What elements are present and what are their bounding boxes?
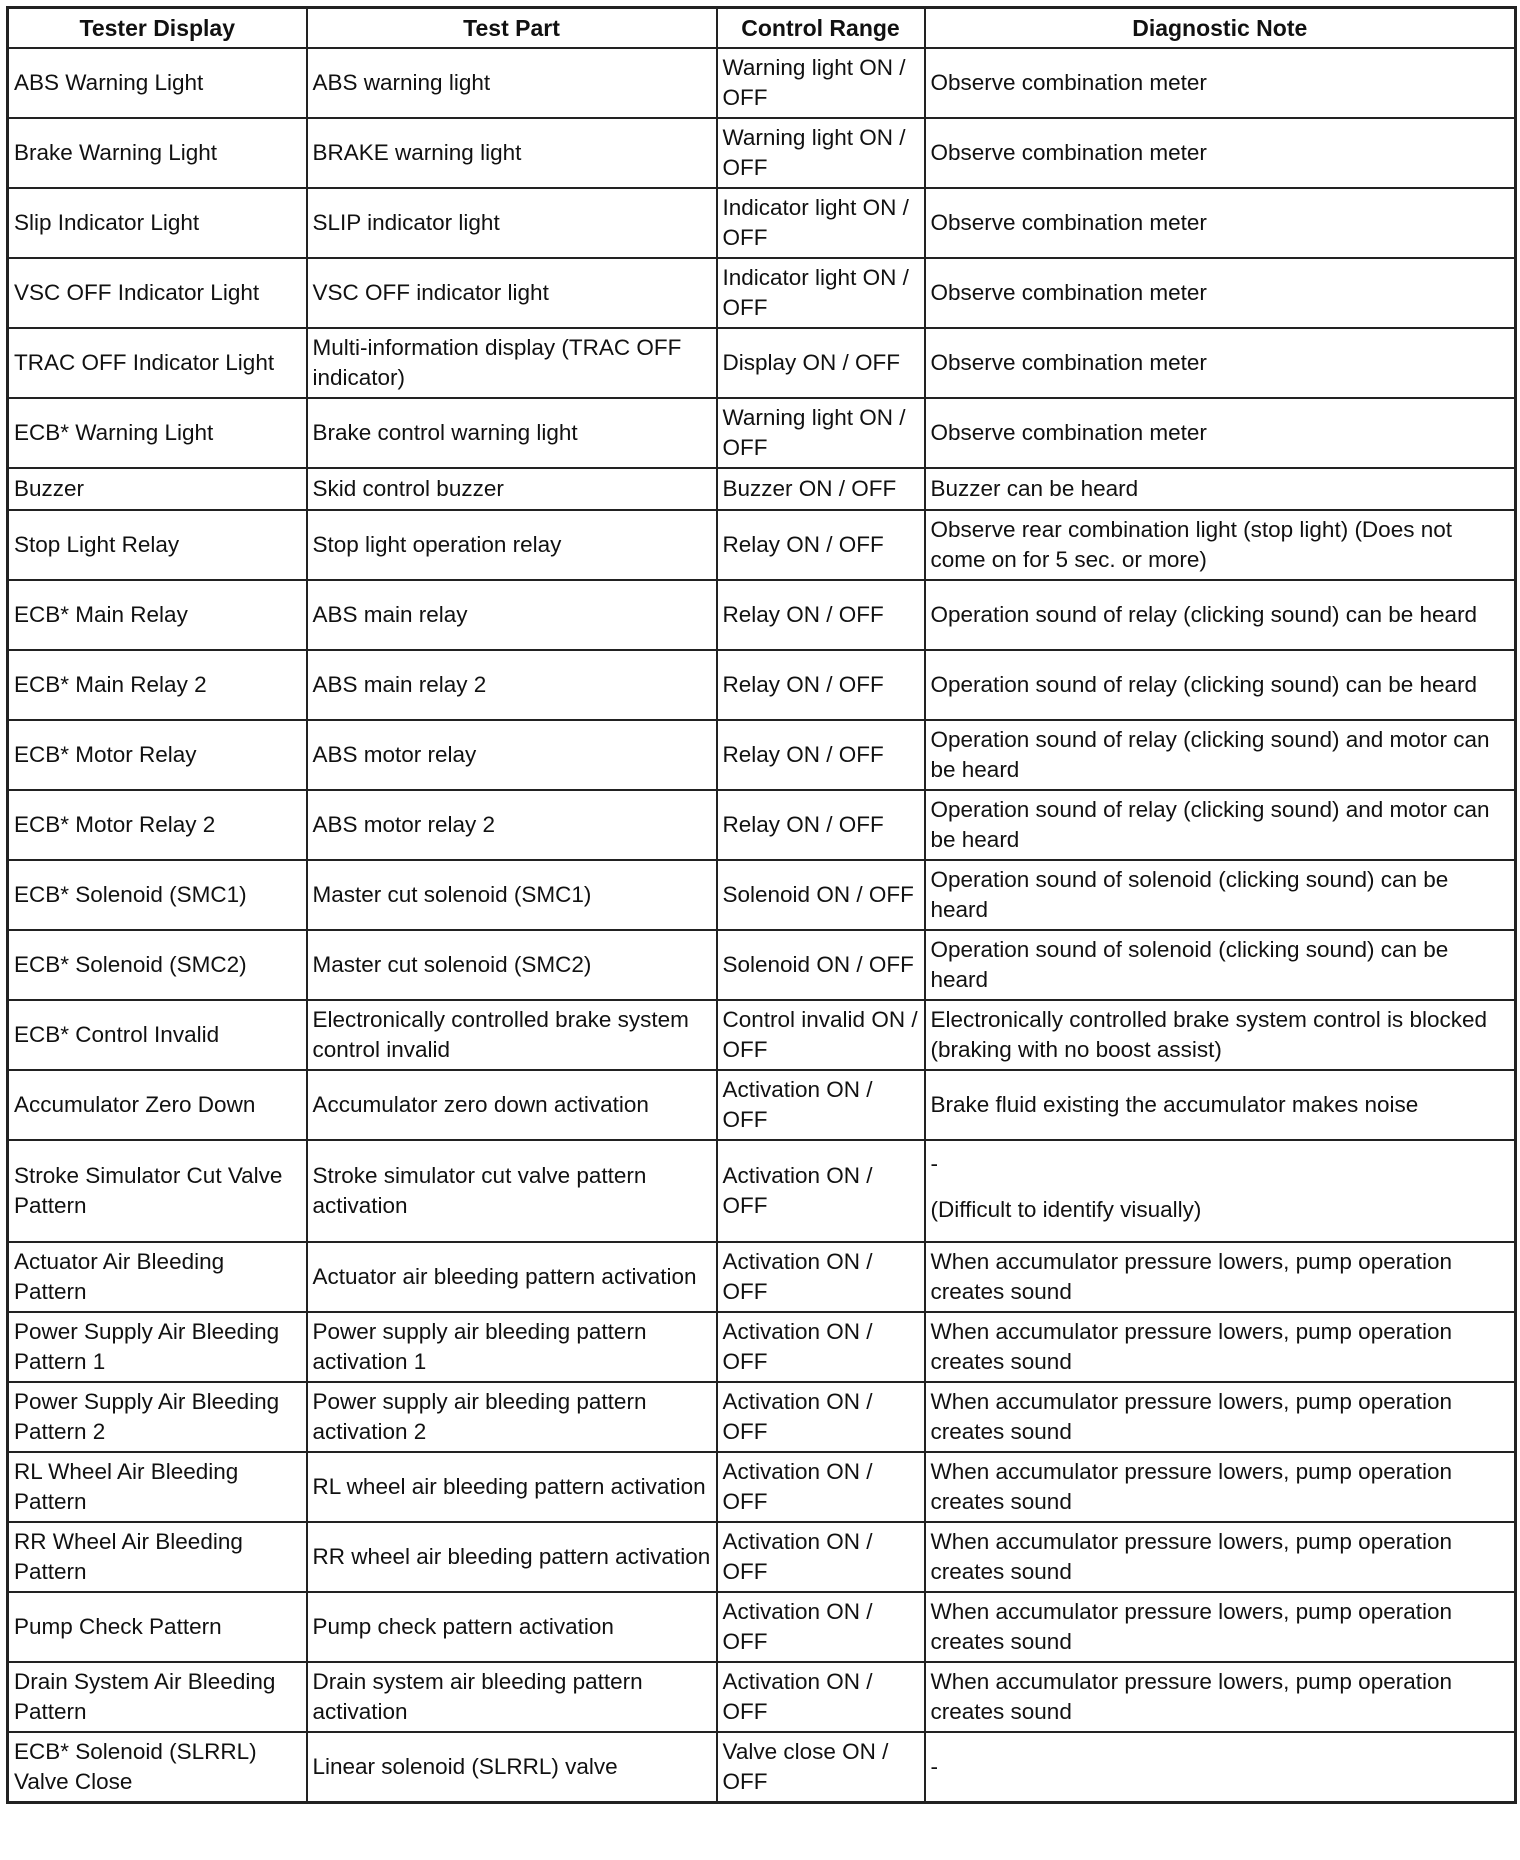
table-row xyxy=(8,650,1516,720)
cell-diagnostic-note: When accumulator pressure lowers, pump operation creates sound xyxy=(925,1242,1516,1312)
cell-test-part: Master cut solenoid (SMC1) xyxy=(307,860,717,930)
table-row xyxy=(8,398,1516,468)
cell-control-range: Relay ON / OFF xyxy=(717,580,925,650)
cell-diagnostic-note: When accumulator pressure lowers, pump operation creates sound xyxy=(925,1452,1516,1522)
cell-diagnostic-note: When accumulator pressure lowers, pump operation creates sound xyxy=(925,1592,1516,1662)
table-row xyxy=(8,1140,1516,1242)
cell-tester-display: RL Wheel Air Bleeding Pattern xyxy=(8,1452,307,1522)
table-row xyxy=(8,790,1516,860)
cell-tester-display: Slip Indicator Light xyxy=(8,188,307,258)
table-row xyxy=(8,1452,1516,1522)
header-diagnostic-note: Diagnostic Note xyxy=(925,8,1516,49)
cell-control-range: Warning light ON / OFF xyxy=(717,48,925,118)
cell-test-part: Multi-information display (TRAC OFF indicator) xyxy=(307,328,717,398)
table-row xyxy=(8,328,1516,398)
cell-diagnostic-note: Observe rear combination light (stop light) (Does not come on for 5 sec. or more) xyxy=(925,510,1516,580)
cell-tester-display: Drain System Air Bleeding Pattern xyxy=(8,1662,307,1732)
cell-control-range: Relay ON / OFF xyxy=(717,510,925,580)
cell-control-range: Relay ON / OFF xyxy=(717,650,925,720)
cell-test-part: Master cut solenoid (SMC2) xyxy=(307,930,717,1000)
cell-control-range: Activation ON / OFF xyxy=(717,1242,925,1312)
table-row xyxy=(8,580,1516,650)
table-row xyxy=(8,468,1516,510)
cell-diagnostic-note: Operation sound of relay (clicking sound) and motor can be heard xyxy=(925,790,1516,860)
cell-tester-display: Power Supply Air Bleeding Pattern 2 xyxy=(8,1382,307,1452)
cell-tester-display: Pump Check Pattern xyxy=(8,1592,307,1662)
header-test-part: Test Part xyxy=(307,8,717,49)
cell-test-part: Accumulator zero down activation xyxy=(307,1070,717,1140)
cell-diagnostic-note: When accumulator pressure lowers, pump operation creates sound xyxy=(925,1312,1516,1382)
cell-test-part: BRAKE warning light xyxy=(307,118,717,188)
cell-tester-display: ECB* Solenoid (SLRRL) Valve Close xyxy=(8,1732,307,1803)
cell-control-range: Relay ON / OFF xyxy=(717,790,925,860)
active-test-table-container xyxy=(6,6,1517,1804)
table-row xyxy=(8,1070,1516,1140)
cell-test-part: Power supply air bleeding pattern activation 2 xyxy=(307,1382,717,1452)
cell-test-part: Drain system air bleeding pattern activation xyxy=(307,1662,717,1732)
cell-diagnostic-note: Operation sound of relay (clicking sound) and motor can be heard xyxy=(925,720,1516,790)
table-row xyxy=(8,258,1516,328)
cell-tester-display: Brake Warning Light xyxy=(8,118,307,188)
table-row xyxy=(8,1732,1516,1803)
table-row xyxy=(8,118,1516,188)
table-row xyxy=(8,1662,1516,1732)
cell-test-part: ABS warning light xyxy=(307,48,717,118)
cell-control-range: Activation ON / OFF xyxy=(717,1592,925,1662)
table-row xyxy=(8,1382,1516,1452)
cell-tester-display: ECB* Motor Relay xyxy=(8,720,307,790)
cell-diagnostic-note: Observe combination meter xyxy=(925,398,1516,468)
cell-tester-display: ECB* Motor Relay 2 xyxy=(8,790,307,860)
cell-diagnostic-note: Operation sound of relay (clicking sound) can be heard xyxy=(925,580,1516,650)
cell-tester-display: Buzzer xyxy=(8,468,307,510)
cell-diagnostic-note: Observe combination meter xyxy=(925,188,1516,258)
cell-control-range: Indicator light ON / OFF xyxy=(717,188,925,258)
cell-diagnostic-note: Electronically controlled brake system control is blocked (braking with no boost assist) xyxy=(925,1000,1516,1070)
cell-tester-display: Power Supply Air Bleeding Pattern 1 xyxy=(8,1312,307,1382)
cell-control-range: Display ON / OFF xyxy=(717,328,925,398)
cell-diagnostic-note: Observe combination meter xyxy=(925,258,1516,328)
cell-test-part: RL wheel air bleeding pattern activation xyxy=(307,1452,717,1522)
cell-test-part: Linear solenoid (SLRRL) valve xyxy=(307,1732,717,1803)
table-row xyxy=(8,1312,1516,1382)
cell-test-part: SLIP indicator light xyxy=(307,188,717,258)
cell-tester-display: ECB* Solenoid (SMC1) xyxy=(8,860,307,930)
cell-control-range: Activation ON / OFF xyxy=(717,1522,925,1592)
cell-test-part: Stop light operation relay xyxy=(307,510,717,580)
table-row xyxy=(8,1522,1516,1592)
cell-control-range: Activation ON / OFF xyxy=(717,1070,925,1140)
cell-test-part: Stroke simulator cut valve pattern activation xyxy=(307,1140,717,1242)
cell-diagnostic-note: Buzzer can be heard xyxy=(925,468,1516,510)
cell-test-part: ABS main relay 2 xyxy=(307,650,717,720)
cell-tester-display: ECB* Solenoid (SMC2) xyxy=(8,930,307,1000)
cell-test-part: ABS motor relay 2 xyxy=(307,790,717,860)
cell-control-range: Valve close ON / OFF xyxy=(717,1732,925,1803)
table-row xyxy=(8,1592,1516,1662)
cell-diagnostic-note: Observe combination meter xyxy=(925,328,1516,398)
cell-test-part: RR wheel air bleeding pattern activation xyxy=(307,1522,717,1592)
header-tester-display: Tester Display xyxy=(8,8,307,49)
cell-tester-display: VSC OFF Indicator Light xyxy=(8,258,307,328)
cell-diagnostic-note: When accumulator pressure lowers, pump operation creates sound xyxy=(925,1522,1516,1592)
cell-control-range: Warning light ON / OFF xyxy=(717,118,925,188)
active-test-table xyxy=(6,6,1517,1804)
cell-control-range: Activation ON / OFF xyxy=(717,1312,925,1382)
cell-diagnostic-note: When accumulator pressure lowers, pump operation creates sound xyxy=(925,1382,1516,1452)
cell-diagnostic-note: Operation sound of solenoid (clicking sound) can be heard xyxy=(925,860,1516,930)
cell-tester-display: Actuator Air Bleeding Pattern xyxy=(8,1242,307,1312)
header-row xyxy=(8,8,1516,49)
table-row xyxy=(8,510,1516,580)
cell-tester-display: RR Wheel Air Bleeding Pattern xyxy=(8,1522,307,1592)
cell-diagnostic-note: Observe combination meter xyxy=(925,118,1516,188)
table-row xyxy=(8,48,1516,118)
cell-diagnostic-note: Operation sound of solenoid (clicking sound) can be heard xyxy=(925,930,1516,1000)
cell-tester-display: ABS Warning Light xyxy=(8,48,307,118)
cell-diagnostic-note: Observe combination meter xyxy=(925,48,1516,118)
cell-tester-display: ECB* Warning Light xyxy=(8,398,307,468)
cell-test-part: ABS motor relay xyxy=(307,720,717,790)
table-body xyxy=(8,48,1516,1803)
cell-test-part: Electronically controlled brake system control invalid xyxy=(307,1000,717,1070)
cell-control-range: Buzzer ON / OFF xyxy=(717,468,925,510)
table-row xyxy=(8,860,1516,930)
cell-control-range: Solenoid ON / OFF xyxy=(717,860,925,930)
cell-tester-display: ECB* Control Invalid xyxy=(8,1000,307,1070)
table-row xyxy=(8,188,1516,258)
table-row xyxy=(8,1000,1516,1070)
cell-control-range: Activation ON / OFF xyxy=(717,1140,925,1242)
table-row xyxy=(8,1242,1516,1312)
cell-tester-display: ECB* Main Relay 2 xyxy=(8,650,307,720)
table-row xyxy=(8,930,1516,1000)
cell-tester-display: Accumulator Zero Down xyxy=(8,1070,307,1140)
cell-tester-display: ECB* Main Relay xyxy=(8,580,307,650)
cell-test-part: ABS main relay xyxy=(307,580,717,650)
cell-diagnostic-note: - xyxy=(925,1732,1516,1803)
cell-test-part: Brake control warning light xyxy=(307,398,717,468)
cell-control-range: Warning light ON / OFF xyxy=(717,398,925,468)
cell-control-range: Activation ON / OFF xyxy=(717,1452,925,1522)
cell-diagnostic-note: Operation sound of relay (clicking sound) can be heard xyxy=(925,650,1516,720)
note-line: (Difficult to identify visually) xyxy=(930,1197,1202,1222)
cell-test-part: Power supply air bleeding pattern activation 1 xyxy=(307,1312,717,1382)
cell-tester-display: Stroke Simulator Cut Valve Pattern xyxy=(8,1140,307,1242)
cell-test-part: Pump check pattern activation xyxy=(307,1592,717,1662)
cell-control-range: Activation ON / OFF xyxy=(717,1382,925,1452)
cell-test-part: Skid control buzzer xyxy=(307,468,717,510)
cell-test-part: VSC OFF indicator light xyxy=(307,258,717,328)
cell-control-range: Control invalid ON / OFF xyxy=(717,1000,925,1070)
cell-diagnostic-note: When accumulator pressure lowers, pump operation creates sound xyxy=(925,1662,1516,1732)
cell-control-range: Solenoid ON / OFF xyxy=(717,930,925,1000)
cell-test-part: Actuator air bleeding pattern activation xyxy=(307,1242,717,1312)
cell-control-range: Indicator light ON / OFF xyxy=(717,258,925,328)
cell-control-range: Activation ON / OFF xyxy=(717,1662,925,1732)
note-line: - xyxy=(930,1151,938,1176)
cell-diagnostic-note xyxy=(925,1140,1516,1242)
table-row xyxy=(8,720,1516,790)
cell-control-range: Relay ON / OFF xyxy=(717,720,925,790)
cell-diagnostic-note: Brake fluid existing the accumulator makes noise xyxy=(925,1070,1516,1140)
cell-tester-display: TRAC OFF Indicator Light xyxy=(8,328,307,398)
header-control-range: Control Range xyxy=(717,8,925,49)
cell-tester-display: Stop Light Relay xyxy=(8,510,307,580)
